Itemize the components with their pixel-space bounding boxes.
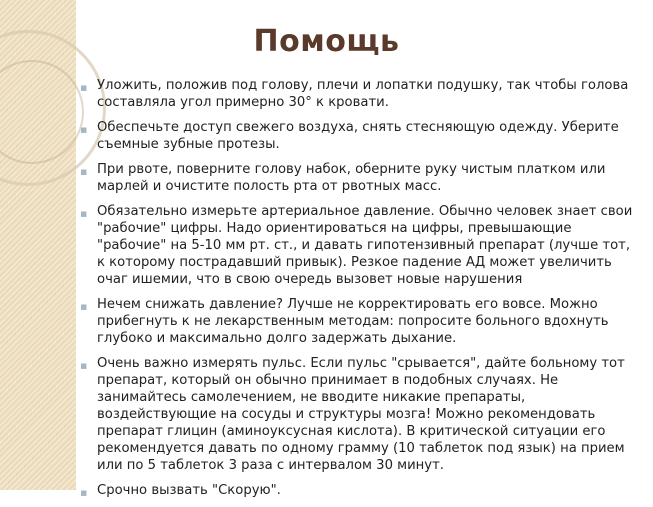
list-item: [80, 482, 640, 499]
list-item-text: Уложить, положив под голову, плечи и лопатки подушку, так чтобы голова составляла угол примерно 30° к кровати.: [97, 78, 629, 110]
list-item-text: Обязательно измерьте артериальное давление. Обычно человек знает свои "рабочие" цифры. Надо ориентироваться на цифры, превышающие "рабочие" на 5-10 мм рт. ст., и давать гипотензивный препарат (лучше тот, к которому пострадавший привык). Резкое падение АД может увеличить очаг ишемии, что в свою очередь вызовет новые нарушения: [97, 204, 633, 287]
bullet-icon: ▪: [80, 359, 88, 372]
list-item: [80, 203, 640, 288]
slide-title: Помощь: [253, 24, 400, 59]
bullet-icon: ▪: [80, 486, 88, 499]
list-item-text: При рвоте, поверните голову набок, оберните руку чистым платком или марлей и очистите полость рта от рвотных масс.: [97, 162, 606, 194]
bullet-icon: ▪: [80, 123, 88, 136]
bullet-icon: ▪: [80, 165, 88, 178]
bullet-icon: ▪: [80, 207, 88, 220]
list-item: [80, 296, 640, 347]
list-item: [80, 355, 640, 474]
list-item-text: Срочно вызвать "Скорую".: [97, 483, 281, 498]
bullet-icon: ▪: [80, 81, 88, 94]
list-item: [80, 161, 640, 195]
bullet-list: [80, 77, 640, 507]
list-item-text: Обеспечьте доступ свежего воздуха, снять стесняющую одежду. Уберите съемные зубные протезы.: [97, 120, 619, 152]
list-item: [80, 77, 640, 111]
list-item: [80, 119, 640, 153]
bullet-icon: ▪: [80, 300, 88, 313]
list-item-text: Нечем снижать давление? Лучше не корректировать его вовсе. Можно прибегнуть к не лекарственным методам: попросите больного вдохнуть глубоко и максимально долго задержать дыхание.: [97, 297, 609, 346]
list-item-text: Очень важно измерять пульс. Если пульс "срывается", дайте больному тот препарат, который он обычно принимает в подобных случаях. Не занимайтесь самолечением, не вводите никакие препараты, воздействующие на сосуды и структуры мозга! Можно рекомендовать препарат глицин (аминоуксусная кислота). В критической ситуации его рекомендуется давать по одному грамму (10 таблеток под язык) на прием или по 5 таблеток 3 раза с интервалом 30 минут.: [97, 356, 625, 473]
